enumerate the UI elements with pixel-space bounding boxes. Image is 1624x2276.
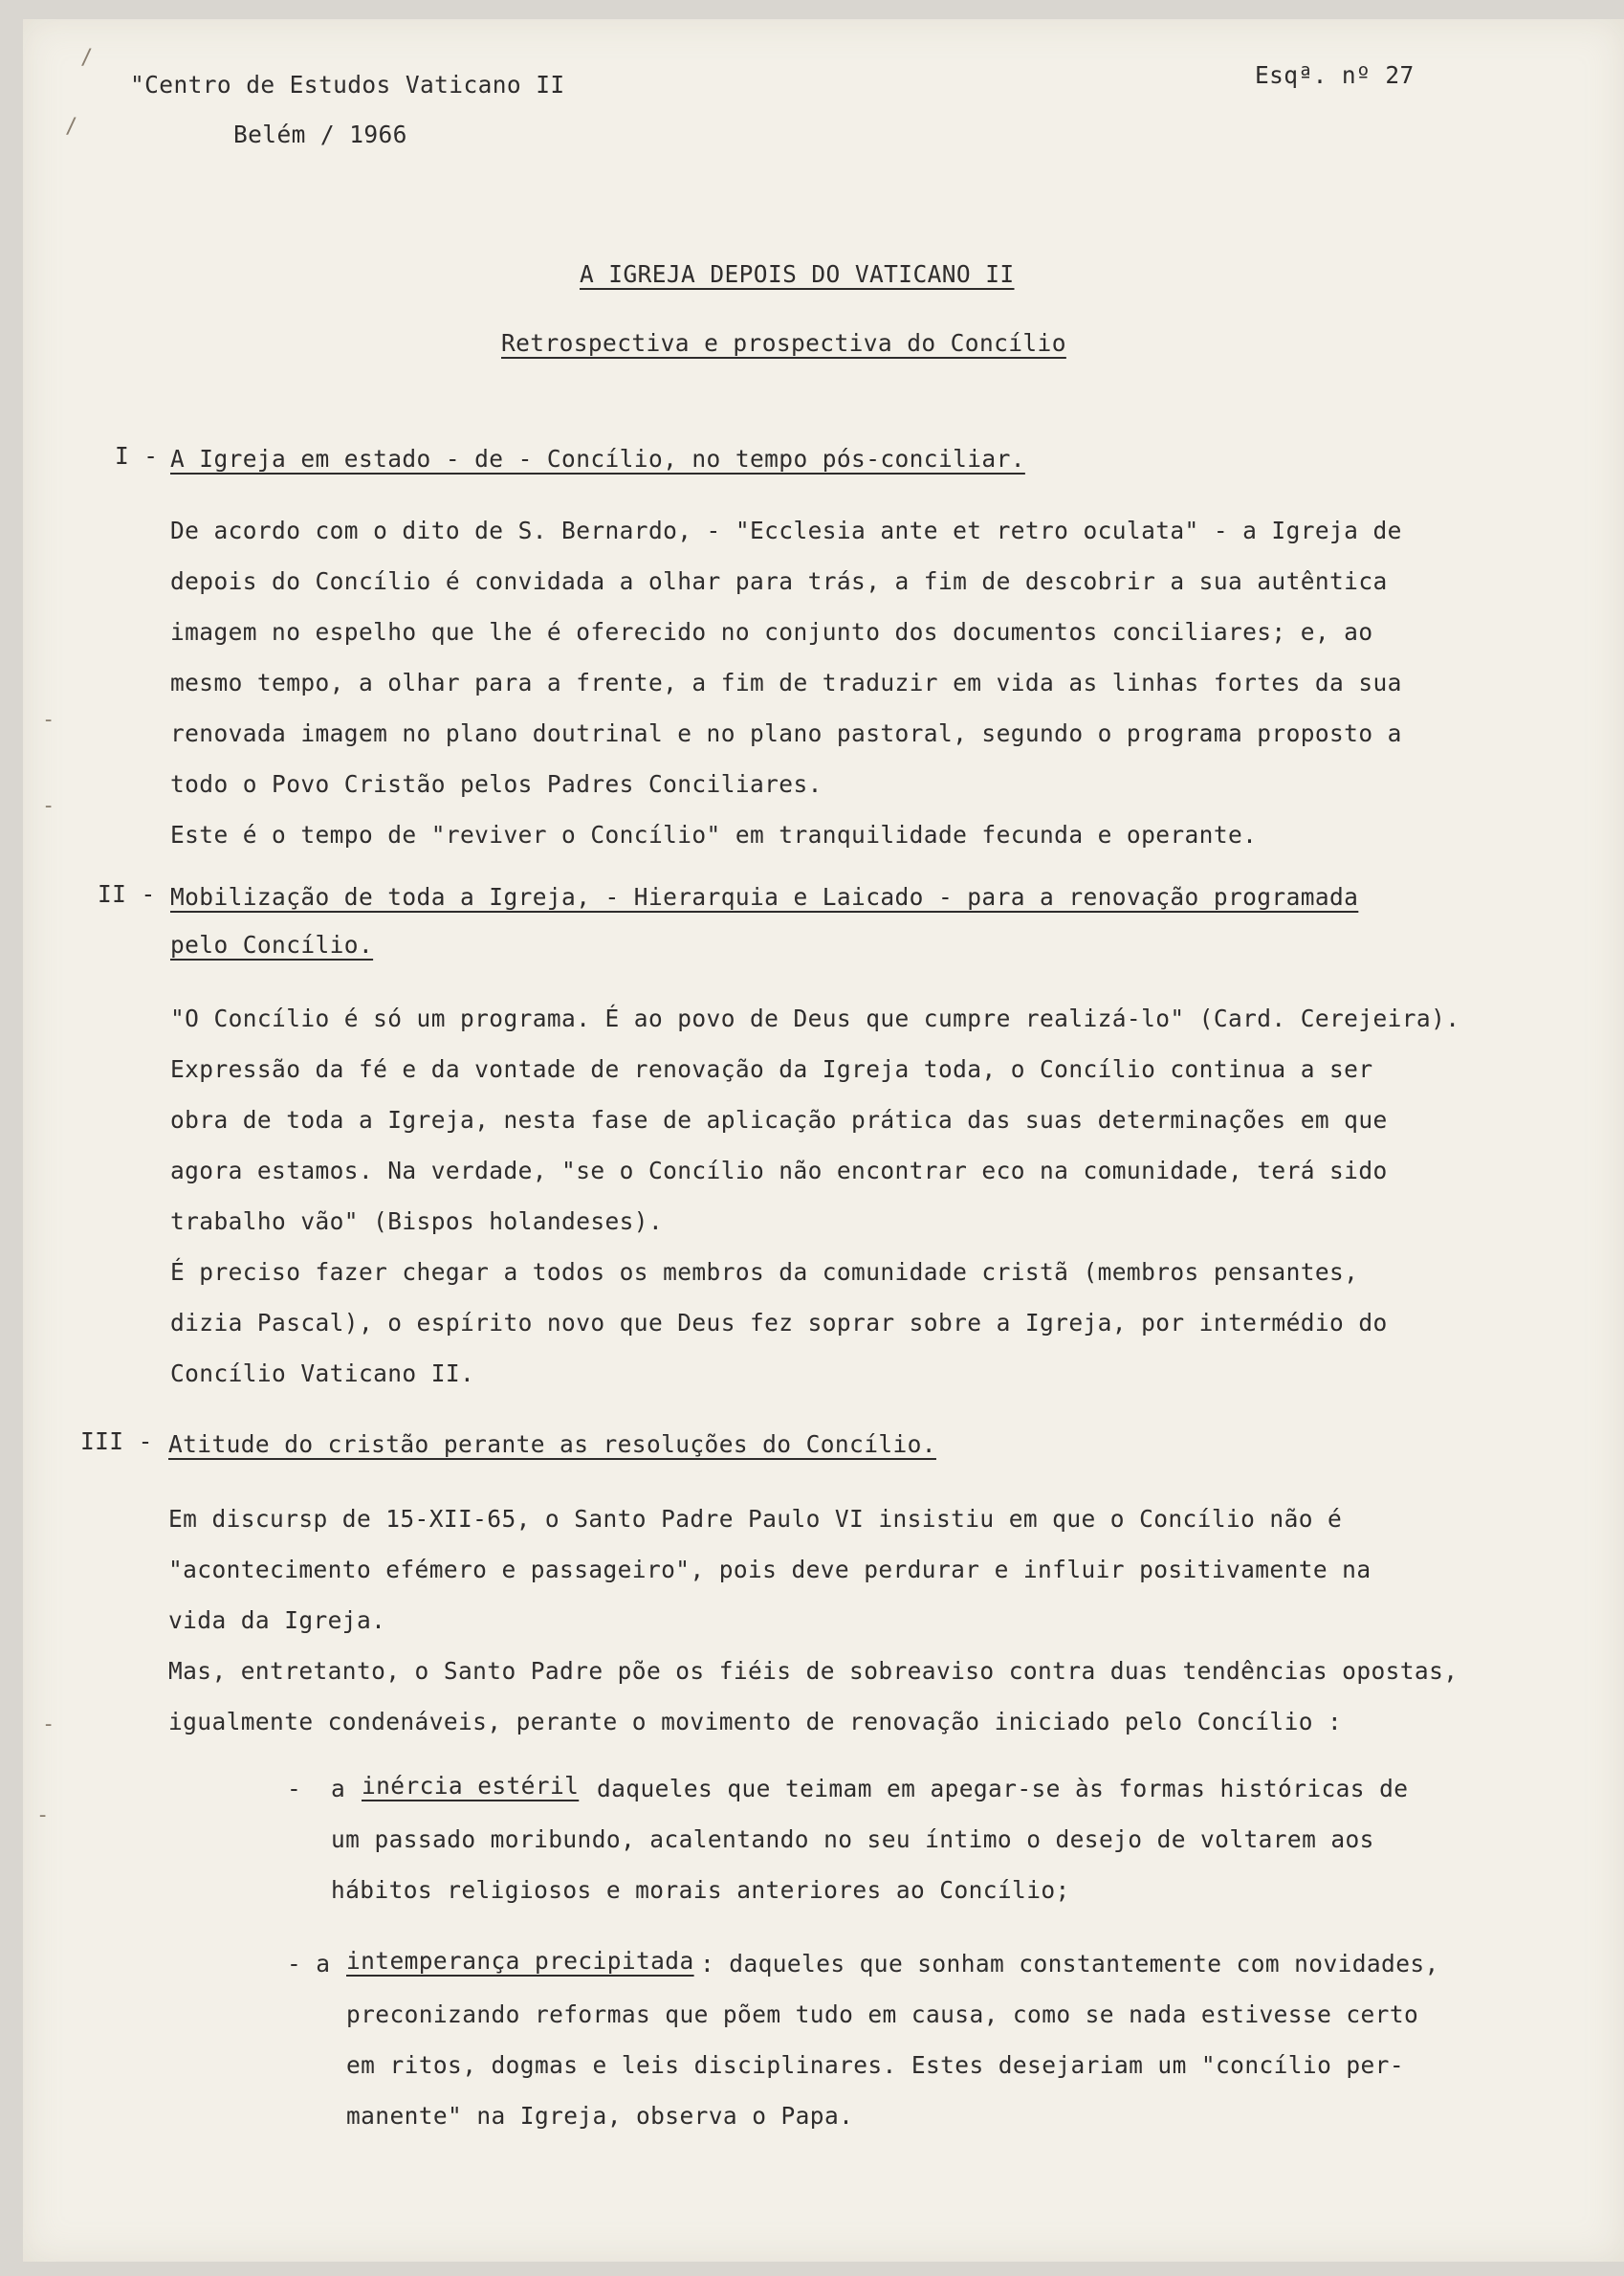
bullet-line: um passado moribundo, acalentando no seu íntimo o desejo de voltarem aos	[331, 1825, 1374, 1853]
paragraph-line: obra de toda a Igreja, nesta fase de aplicação prática das suas determinações em que	[170, 1106, 1388, 1134]
margin-mark: -	[42, 1713, 55, 1736]
document-subtitle: Retrospectiva e prospectiva do Concílio	[501, 329, 1066, 357]
bullet-term: inércia estéril	[362, 1772, 580, 1800]
section-heading: Atitude do cristão perante as resoluções do Concílio.	[168, 1430, 936, 1458]
paragraph-line: igualmente condenáveis, perante o movimento de renovação iniciado pelo Concílio :	[168, 1708, 1343, 1735]
paragraph-line: Concílio Vaticano II.	[170, 1359, 475, 1387]
bullet-dash: - a	[287, 1950, 331, 1978]
paragraph-line: trabalho vão" (Bispos holandeses).	[170, 1207, 664, 1235]
paragraph-line: Este é o tempo de "reviver o Concílio" em tranquilidade fecunda e operante.	[170, 821, 1258, 849]
paragraph-line: Em discursp de 15-XII-65, o Santo Padre Paulo VI insistiu em que o Concílio não é	[168, 1505, 1343, 1533]
paragraph-line: Mas, entretanto, o Santo Padre põe os fiéis de sobreaviso contra duas tendências opostas,	[168, 1657, 1459, 1685]
center-name: "Centro de Estudos Vaticano II	[130, 71, 565, 99]
bullet-text: : daqueles que sonham constantemente com novidades,	[700, 1950, 1439, 1978]
margin-mark: -	[42, 708, 55, 732]
section-numeral: II -	[98, 880, 156, 908]
bullet-line: em ritos, dogmas e leis disciplinares. Estes desejariam um "concílio per-	[346, 2051, 1404, 2079]
reference-number: Esqª. nº 27	[1255, 61, 1415, 89]
bullet-line: preconizando reformas que põem tudo em causa, como se nada estivesse certo	[346, 2000, 1419, 2028]
section-numeral: I -	[115, 442, 159, 470]
paragraph-line: depois do Concílio é convidada a olhar para trás, a fim de descobrir a sua autêntica	[170, 567, 1388, 595]
bullet-line: manente" na Igreja, observa o Papa.	[346, 2102, 854, 2130]
bullet-text: daqueles que teimam em apegar-se às formas históricas de	[597, 1775, 1409, 1802]
section-heading-continued: pelo Concílio.	[170, 931, 374, 959]
bullet-dash: -	[287, 1775, 302, 1802]
paragraph-line: "O Concílio é só um programa. É ao povo de Deus que cumpre realizá-lo" (Card. Cerejeira).	[170, 1005, 1460, 1032]
paragraph-line: todo o Povo Cristão pelos Padres Conciliares.	[170, 770, 823, 798]
bullet-term: intemperança precipitada	[346, 1947, 694, 1975]
paragraph-line: É preciso fazer chegar a todos os membros da comunidade cristã (membros pensantes,	[170, 1258, 1359, 1286]
paragraph-line: vida da Igreja.	[168, 1606, 386, 1634]
margin-mark: -	[42, 794, 55, 818]
paragraph-line: De acordo com o dito de S. Bernardo, - "Ecclesia ante et retro oculata" - a Igreja de	[170, 517, 1402, 544]
section-numeral: III -	[80, 1427, 153, 1455]
document-page	[23, 19, 1624, 2262]
paragraph-line: renovada imagem no plano doutrinal e no plano pastoral, segundo o programa proposto a	[170, 719, 1402, 747]
place-date: Belém / 1966	[233, 121, 407, 148]
document-title: A IGREJA DEPOIS DO VATICANO II	[580, 260, 1015, 288]
margin-mark: /	[65, 115, 78, 139]
paragraph-line: imagem no espelho que lhe é oferecido no conjunto dos documentos conciliares; e, ao	[170, 618, 1373, 646]
margin-mark: -	[36, 1803, 50, 1827]
paragraph-line: mesmo tempo, a olhar para a frente, a fim de traduzir em vida as linhas fortes da sua	[170, 669, 1402, 696]
paragraph-line: agora estamos. Na verdade, "se o Concílio não encontrar eco na comunidade, terá sido	[170, 1157, 1388, 1184]
section-heading: Mobilização de toda a Igreja, - Hierarquia e Laicado - para a renovação programada	[170, 883, 1359, 911]
bullet-line: hábitos religiosos e morais anteriores ao Concílio;	[331, 1876, 1070, 1904]
paragraph-line: dizia Pascal), o espírito novo que Deus fez soprar sobre a Igreja, por intermédio do	[170, 1309, 1388, 1337]
bullet-article: a	[331, 1775, 346, 1802]
paragraph-line: Expressão da fé e da vontade de renovação da Igreja toda, o Concílio continua a ser	[170, 1055, 1373, 1083]
section-heading: A Igreja em estado - de - Concílio, no tempo pós-conciliar.	[170, 445, 1025, 473]
margin-mark: /	[80, 46, 94, 70]
paragraph-line: "acontecimento efémero e passageiro", pois deve perdurar e influir positivamente na	[168, 1556, 1372, 1583]
